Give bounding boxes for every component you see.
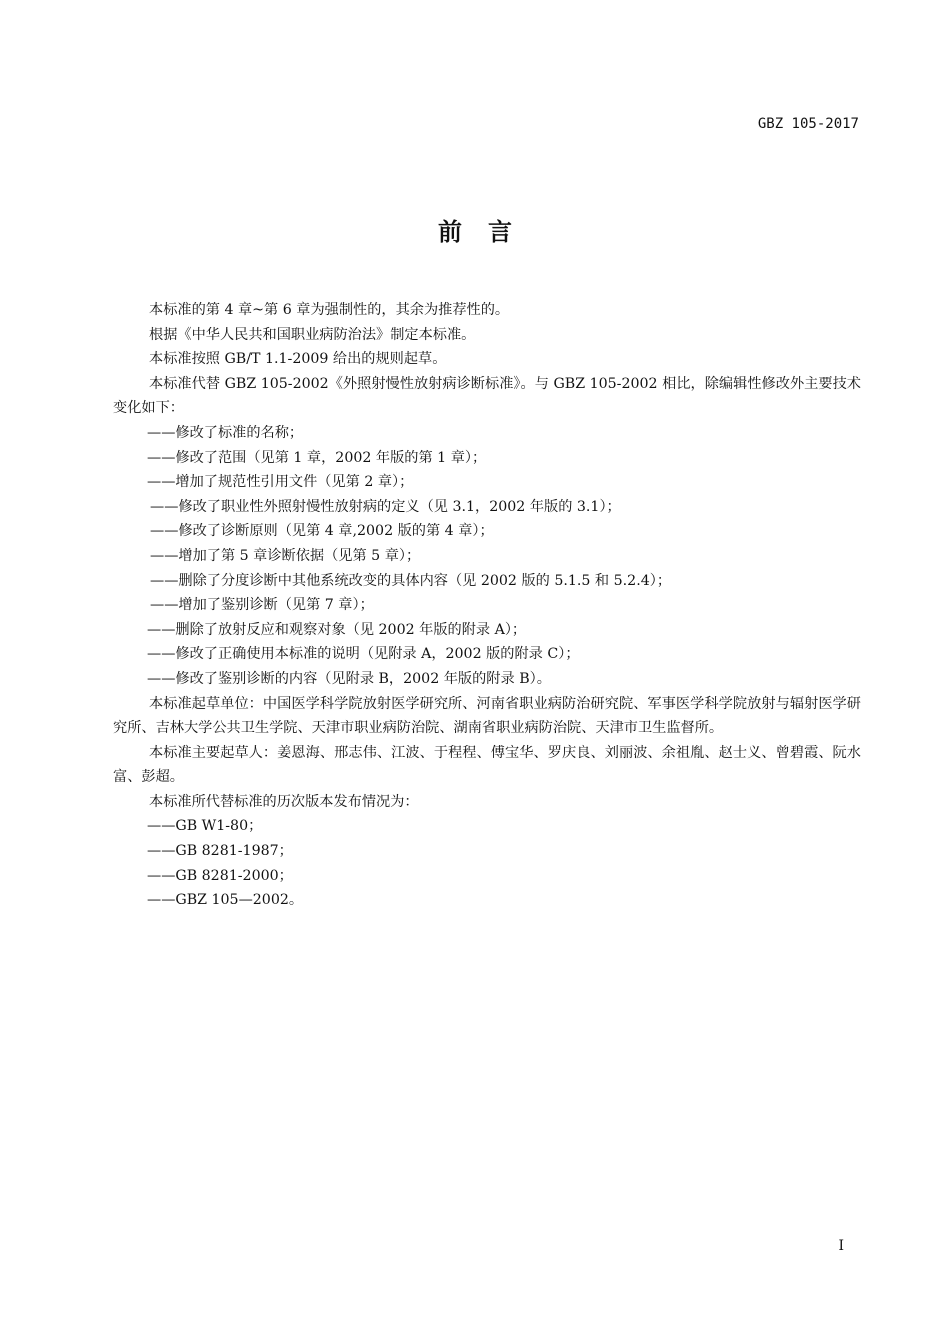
history-item: ——GB W1-80； (147, 818, 263, 835)
paragraph-drafters: 本标准主要起草人：姜恩海、邢志伟、江波、于程程、傅宝华、罗庆良、刘丽波、余祖胤、赵士义、曾碧霞、阮水富、彭超。 (113, 744, 861, 786)
change-item: ——修改了鉴别诊断的内容（见附录 B，2002 年版的附录 B）。 (147, 670, 551, 687)
change-item: ——修改了标准的名称； (147, 424, 304, 441)
document-body (113, 298, 861, 913)
history-item: ——GB 8281-2000； (147, 867, 293, 884)
change-item: ——删除了放射反应和观察对象（见 2002 年版的附录 A）； (147, 621, 527, 638)
page-number: I (838, 1238, 844, 1254)
change-item: ——增加了规范性引用文件（见第 2 章）； (147, 474, 414, 491)
change-item: ——修改了正确使用本标准的说明（见附录 A，2002 版的附录 C）； (147, 646, 580, 663)
change-item: ——修改了诊断原则（见第 4 章,2002 版的第 4 章）； (150, 523, 494, 540)
page-title: 前言 (438, 218, 538, 246)
paragraph-mandatory-chapters: 本标准的第 4 章~第 6 章为强制性的，其余为推荐性的。 (149, 302, 510, 318)
history-list (113, 814, 861, 912)
change-item: ——增加了第 5 章诊断依据（见第 5 章）； (150, 547, 421, 564)
history-item: ——GBZ 105—2002。 (147, 892, 304, 909)
paragraph-legal-basis: 根据《中华人民共和国职业病防治法》制定本标准。 (149, 326, 476, 343)
paragraph-drafting-units: 本标准起草单位：中国医学科学院放射医学研究所、河南省职业病防治研究院、军事医学科学院放射与辐射医学研究所、吉林大学公共卫生学院、天津市职业病防治院、湖南省职业病防治院、天津市卫生监督所。 (113, 695, 861, 737)
standard-code: GBZ 105-2017 (757, 116, 859, 132)
paragraph-history-intro: 本标准所代替标准的历次版本发布情况为： (149, 793, 419, 810)
paragraph-replacement: 本标准代替 GBZ 105-2002《外照射慢性放射病诊断标准》。与 GBZ 105-2002 相比，除编辑性修改外主要技术变化如下： (113, 375, 861, 417)
change-item: ——增加了鉴别诊断（见第 7 章）； (150, 597, 374, 614)
change-item: ——修改了范围（见第 1 章，2002 年版的第 1 章）； (147, 449, 487, 466)
paragraph-drafting-rules: 本标准按照 GB/T 1.1-2009 给出的规则起草。 (149, 351, 447, 368)
change-item: ——修改了职业性外照射慢性放射病的定义（见 3.1，2002 年版的 3.1）； (150, 498, 621, 515)
history-item: ——GB 8281-1987； (147, 843, 293, 860)
changes-list (113, 421, 861, 692)
change-item: ——删除了分度诊断中其他系统改变的具体内容（见 2002 版的 5.1.5 和 5.2.4）； (150, 572, 672, 589)
